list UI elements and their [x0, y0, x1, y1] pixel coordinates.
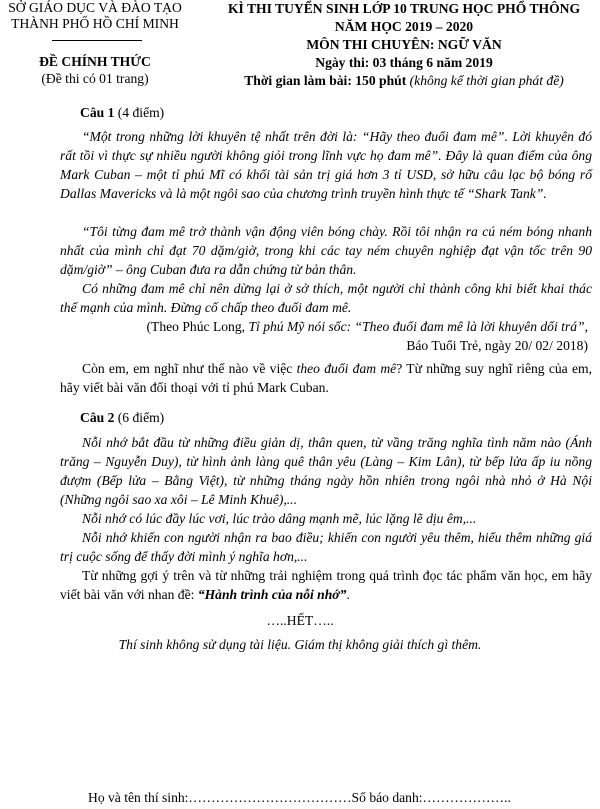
exam-year: NĂM HỌC 2019 – 2020: [334, 19, 474, 34]
exam-date: Ngày thi: 03 tháng 6 năm 2019: [315, 55, 493, 70]
q2-task-prefix: Từ những gợi ý trên và từ những trải nghiệm trong quá trình đọc tác phẩm văn học, em hãy viết bài văn với nhan đề:: [60, 568, 592, 602]
q2-task-suffix: .: [346, 587, 350, 602]
cite-suffix: ,: [584, 319, 588, 334]
divider: [52, 40, 142, 41]
page-count: (Đề thi có 01 trang): [41, 71, 149, 86]
q1-task-emph: theo đuổi đam mê: [296, 361, 397, 376]
q1-task-suffix: ? Từ những suy nghĩ riêng của em, hãy viết bài văn đối thoại với tỉ phú Mark Cuban.: [60, 361, 592, 395]
q1-points: (4 điểm): [117, 105, 165, 120]
exam-subject: MÔN THI CHUYÊN: NGỮ VĂN: [306, 37, 502, 52]
q2-points: (6 điểm): [117, 410, 165, 425]
official-label: ĐỀ CHÍNH THỨC: [39, 54, 151, 69]
q1-paragraph-2: “Tôi từng đam mê trở thành vận động viên bóng chày. Rồi tôi nhận ra cú ném bóng nhanh nhất của mình chỉ đạt 70 dặm/giờ, trong khi các tay ném chuyên nghiệp đạt vận tốc trên 90 dặm/giờ” – ông Cuban đưa ra dẫn chứng từ bản thân.: [60, 224, 592, 277]
time-note: (không kể thời gian phát đề): [409, 73, 564, 88]
q1-paragraph-3: Có những đam mê chỉ nên dừng lại ở sở thích, một người chỉ thành công khi biết khai thác thế mạnh của mình. Đừng cố chấp theo đuổi đam mê.: [60, 281, 592, 315]
q2-heading: [80, 408, 164, 427]
exam-title: KÌ THI TUYỂN SINH LỚP 10 TRUNG HỌC PHỔ THÔNG: [227, 1, 581, 16]
end-marker: …..HẾT…..: [266, 613, 334, 628]
q2-task: [60, 566, 592, 604]
candidate-info: Họ và tên thí sinh:………………………………Số báo danh:………………..: [88, 790, 511, 805]
cite-title: Tỉ phú Mỹ nói sốc: “Theo đuổi đam mê là lời khuyên dối trá”: [248, 319, 585, 334]
cite-prefix: (Theo Phúc Long,: [146, 319, 249, 334]
q2-task-title: “Hành trình của nỗi nhớ”: [197, 587, 347, 602]
q1-paragraph-1: “Một trong những lời khuyên tệ nhất trên đời là: “Hãy theo đuổi đam mê”. Lời khuyên đó rất tồi vì thực sự nhiều người không giỏi trong lĩnh vực họ đam mê”. Đây là quan điểm của ông Mark Cuban – một tỉ phú Mĩ có khối tài sản trị giá hơn 3 tỉ USD, sở hữu câu lạc bộ bóng rổ Dallas Mavericks và là một ngôi sao của chương trình truyền hình thực tế “Shark Tank”.: [60, 129, 592, 201]
q1-task: [60, 359, 592, 397]
time-text: Thời gian làm bài: 150 phút: [244, 73, 407, 88]
header-left: [0, 0, 190, 86]
q1-task-prefix: Còn em, em nghĩ như thế nào về việc: [82, 361, 297, 376]
q1-citation: [147, 317, 588, 336]
q1-citation-source: Báo Tuổi Trẻ, ngày 20/ 02/ 2018): [406, 338, 588, 353]
exam-time: [208, 72, 600, 90]
q2-paragraph-2: Nỗi nhớ có lúc đầy lúc vơi, lúc trào dâng mạnh mẽ, lúc lặng lẽ dịu êm,...: [82, 511, 477, 526]
q2-label: Câu 2: [80, 410, 115, 425]
q1-heading: [80, 103, 164, 122]
exam-note: Thí sinh không sử dụng tài liệu. Giám thị không giải thích gì thêm.: [118, 637, 482, 652]
dept-name: SỞ GIÁO DỤC VÀ ĐÀO TẠO: [8, 0, 182, 15]
q1-label: Câu 1: [80, 105, 115, 120]
city-name: THÀNH PHỐ HỒ CHÍ MINH: [11, 16, 179, 31]
q2-paragraph-1: Nỗi nhớ bắt đầu từ những điều giản dị, thân quen, từ vầng trăng nghĩa tình năm nào (Ánh trăng – Nguyễn Duy), từ hình ảnh làng quê thân yêu (Làng – Kim Lân), từ bếp lửa ấp iu nồng đượm (Bếp lửa – Bằng Việt), từ những tháng ngày hồn nhiên trong ngôi nhà nhỏ ở Hà Nội (Những ngôi sao xa xôi – Lê Minh Khuê),...: [60, 435, 592, 507]
q2-paragraph-3: Nỗi nhớ khiến con người nhận ra bao điều; khiến con người yêu thêm, hiểu thêm những giá trị cuộc sống để thấy đời mình ý nghĩa hơn,...: [60, 530, 592, 564]
header-right: [208, 0, 600, 90]
